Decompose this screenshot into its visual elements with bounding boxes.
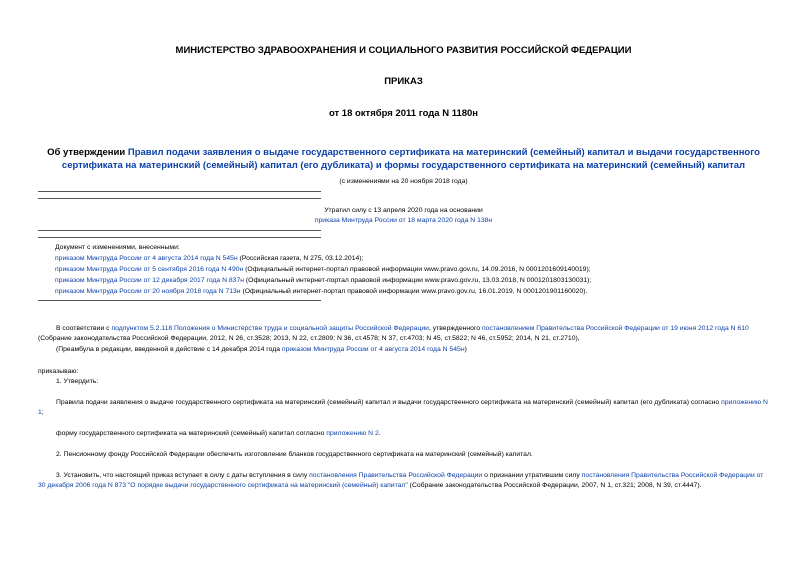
divider (38, 198, 321, 199)
lost-force-line (0, 216, 807, 226)
item-2: 2. Пенсионному фонду Российской Федерации обеспечить изготовление бланков государственного сертификата на материнский (семейный) капитал. (56, 451, 533, 458)
divider (38, 230, 321, 231)
document-title (30, 147, 777, 172)
preamble-paragraph (38, 324, 768, 344)
changes-item (55, 265, 591, 275)
item-3-link-resolution[interactable]: постановления Правительства Российской Федерации (309, 472, 483, 479)
edition-note: (с изменениями на 20 ноября 2018 года) (339, 178, 468, 185)
title-prefix: Об утверждении (47, 147, 128, 158)
changes-item-text: (Официальный интернет-портал правовой информации www.pravo.gov.ru, 14.09.2016, N 0001201609140019); (243, 266, 591, 273)
preamble-edition-note (38, 345, 768, 355)
changes-item-link[interactable]: приказом Минтруда России от 4 августа 2014 года N 545н (55, 255, 238, 262)
changes-item-link[interactable]: приказом Минтруда России от 5 сентября 2016 года N 490н (55, 266, 244, 273)
item-1b-text: форму государственного сертификата на материнский (семейный) капитал согласно (56, 430, 327, 437)
ministry-heading: МИНИСТЕРСТВО ЗДРАВООХРАНЕНИЯ И СОЦИАЛЬНОГО РАЗВИТИЯ РОССИЙСКОЙ ФЕДЕРАЦИИ (175, 45, 632, 56)
item-1: 1. Утвердить: (56, 378, 99, 385)
divider (38, 300, 321, 301)
title-link[interactable]: Правил подачи заявления о выдаче государственного сертификата на материнский (семейный) капитал и выдачи государственного сертификата на материнский (семейный) капитал (его дубликата) и формы государственного сертификата на материнский (семейный) капитал (61, 147, 760, 171)
changes-item-text: (Российская газета, N 275, 03.12.2014); (237, 255, 364, 262)
preamble-text: , утвержденного (428, 325, 482, 332)
item-3 (38, 471, 768, 491)
item-3-text: (Собрание законодательства Российской Федерации, 2007, N 1, ст.321; 2008, N 39, ст.4447). (407, 482, 702, 489)
divider (38, 237, 321, 238)
preamble-link-resolution[interactable]: постановлением Правительства Российской Федерации от 19 июня 2012 года N 610 (481, 325, 749, 332)
document-type: ПРИКАЗ (384, 76, 423, 87)
preamble-text: (Собрание законодательства Российской Федерации, 2012, N 26, ст.3528; 2013, N 22, ст.2809; N 36, ст.4578; N 37, ст.4703; N 45, ст.5822; N 46, ст.5952; 2014, N 21, ст.2710), (38, 335, 580, 342)
item-3-link-resolution-873[interactable]: постановления Правительства Российской Федерации от 30 декабря 2006 года N 873 "О порядке выдачи государственного сертификата на материнский (семейный) капитал" (38, 472, 764, 489)
item-1b (38, 429, 768, 439)
divider (38, 191, 321, 192)
preamble-note-link[interactable]: приказом Минтруда России от 4 августа 2014 года N 545н (281, 346, 465, 353)
changes-item (55, 287, 587, 297)
item-3-text: о признании утратившим силу (482, 472, 582, 479)
document-date-number: от 18 октября 2011 года N 1180н (328, 108, 479, 119)
appendix-1-link[interactable]: приложению N 1 (38, 399, 768, 416)
changes-item-link[interactable]: приказом Минтруда России от 20 ноября 2018 года N 713н (55, 288, 241, 295)
lost-force-note: Утратил силу с 13 апреля 2020 года на основании (324, 207, 483, 214)
item-1a-text: ; (41, 409, 44, 416)
lost-force-link[interactable]: приказа Минтруда России от 18 марта 2020 года N 138н (314, 217, 493, 224)
item-3-text: 3. Установить, что настоящий приказ вступает в силу с даты вступления в силу (56, 472, 310, 479)
item-1a (38, 398, 768, 418)
item-1a-text: Правила подачи заявления о выдаче государственного сертификата на материнский (семейный) капитал и выдачи государственного сертификата на материнский (семейный) капитал (его дубликата) согласно (56, 399, 722, 406)
changes-item (55, 254, 363, 264)
preamble-note-text: (Преамбула в редакции, введенной в действие с 14 декабря 2014 года (56, 346, 282, 353)
prikazyvayu: приказываю: (38, 368, 79, 375)
preamble-link-regulation[interactable]: подпунктом 5.2.118 Положения о Министерстве труда и социальной защиты Российской Федерации (111, 325, 429, 332)
item-1b-text: . (378, 430, 381, 437)
appendix-2-link[interactable]: приложению N 2 (326, 430, 379, 437)
preamble-note-text: ) (464, 346, 467, 353)
changes-item-text: (Официальный интернет-портал правовой информации www.pravo.gov.ru, 16.01.2019, N 0001201901160020). (240, 288, 588, 295)
changes-item (55, 276, 591, 286)
changes-item-text: (Официальный интернет-портал правовой информации www.pravo.gov.ru, 13.03.2018, N 0001201803130031); (244, 277, 592, 284)
changes-heading: Документ с изменениями, внесенными: (55, 244, 180, 251)
changes-item-link[interactable]: приказом Минтруда России от 12 декабря 2017 года N 837н (55, 277, 244, 284)
preamble-text: В соответствии с (56, 325, 112, 332)
